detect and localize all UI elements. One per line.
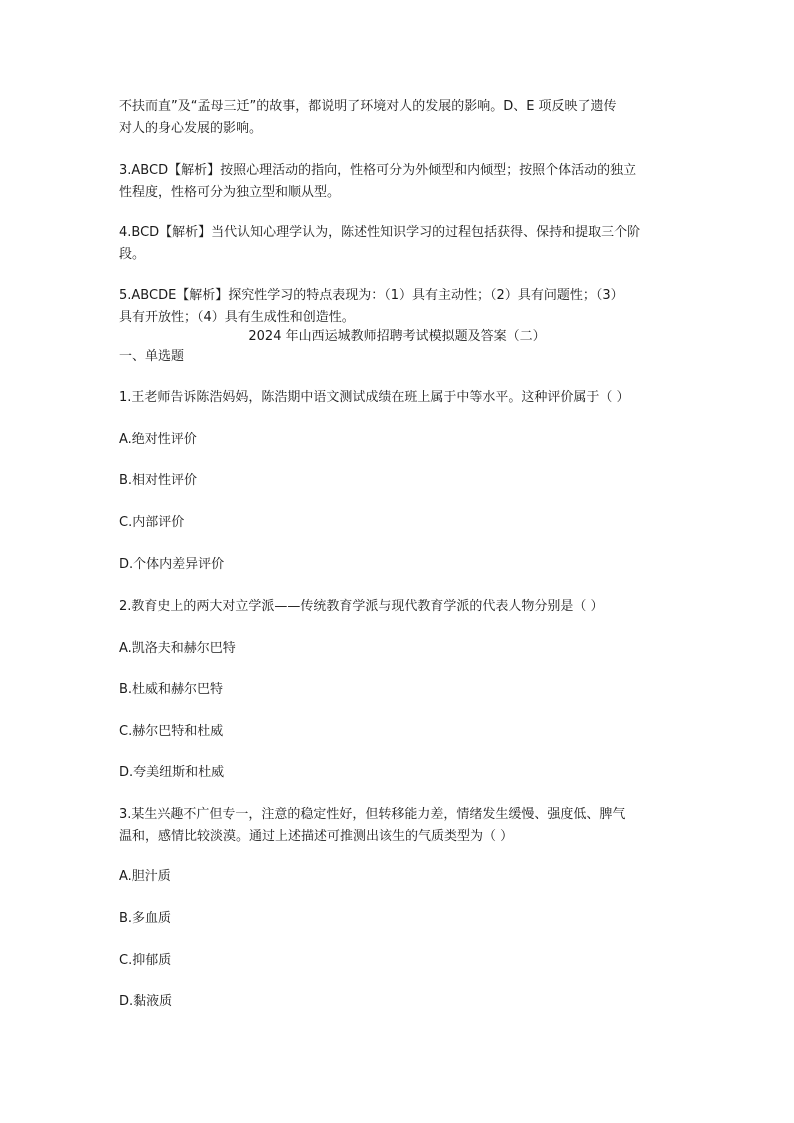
- question-2-option-b: B.杜威和赫尔巴特: [119, 682, 224, 697]
- question-3-stem-line-2: 温和，感情比较淡漠。通过上述描述可推测出该生的气质类型为（ ）: [119, 829, 514, 844]
- answer-5-explanation: [119, 285, 679, 329]
- answer-4-line-2: 段。: [119, 247, 146, 262]
- question-1-option-c: C.内部评价: [119, 515, 185, 530]
- exam-title: 2024 年山西运城教师招聘考试模拟题及答案（二）: [248, 329, 546, 344]
- answer-4-line-1: 4.BCD【解析】当代认知心理学认为，陈述性知识学习的过程包括获得、保持和提取三个阶: [119, 225, 641, 240]
- question-3-option-c: C.抑郁质: [119, 953, 172, 968]
- answer-3-explanation: [119, 160, 679, 204]
- section-title: 一、单选题: [119, 349, 185, 364]
- carryover-line-2: 对人的身心发展的影响。: [119, 121, 263, 136]
- answer-5-line-2: 具有开放性；（4）具有生成性和创造性。: [119, 310, 355, 325]
- question-2-option-c: C.赫尔巴特和杜威: [119, 724, 224, 739]
- question-2-stem: 2.教育史上的两大对立学派——传统教育学派与现代教育学派的代表人物分别是（ ）: [119, 599, 604, 614]
- question-3-stem: [119, 804, 679, 848]
- question-3-stem-line-1: 3.某生兴趣不广但专一，注意的稳定性好，但转移能力差，情绪发生缓慢、强度低、脾气: [119, 807, 626, 822]
- question-2-option-a: A.凯洛夫和赫尔巴特: [119, 641, 236, 656]
- question-1-stem: 1.王老师告诉陈浩妈妈，陈浩期中语文测试成绩在班上属于中等水平。这种评价属于（ ）: [119, 390, 630, 405]
- question-2-option-d: D.夸美纽斯和杜威: [119, 765, 225, 780]
- answer-3-line-1: 3.ABCD【解析】按照心理活动的指向，性格可分为外倾型和内倾型；按照个体活动的独立: [119, 163, 637, 178]
- answer-4-explanation: [119, 222, 679, 266]
- question-3-option-a: A.胆汁质: [119, 869, 171, 884]
- question-1-option-a: A.绝对性评价: [119, 432, 197, 447]
- question-3-option-b: B.多血质: [119, 911, 172, 926]
- carryover-line-1: 不扶而直”及“孟母三迁”的故事，都说明了环境对人的发展的影响。D、E 项反映了遗传: [119, 99, 617, 114]
- question-3-option-d: D.黏液质: [119, 994, 173, 1009]
- answer-3-line-2: 性程度，性格可分为独立型和顺从型。: [119, 185, 341, 200]
- carryover-paragraph: [119, 96, 679, 140]
- answer-5-line-1: 5.ABCDE【解析】探究性学习的特点表现为：（1）具有主动性；（2）具有问题性；（3）: [119, 288, 624, 303]
- question-1-option-b: B.相对性评价: [119, 473, 198, 488]
- question-1-option-d: D.个体内差异评价: [119, 557, 225, 572]
